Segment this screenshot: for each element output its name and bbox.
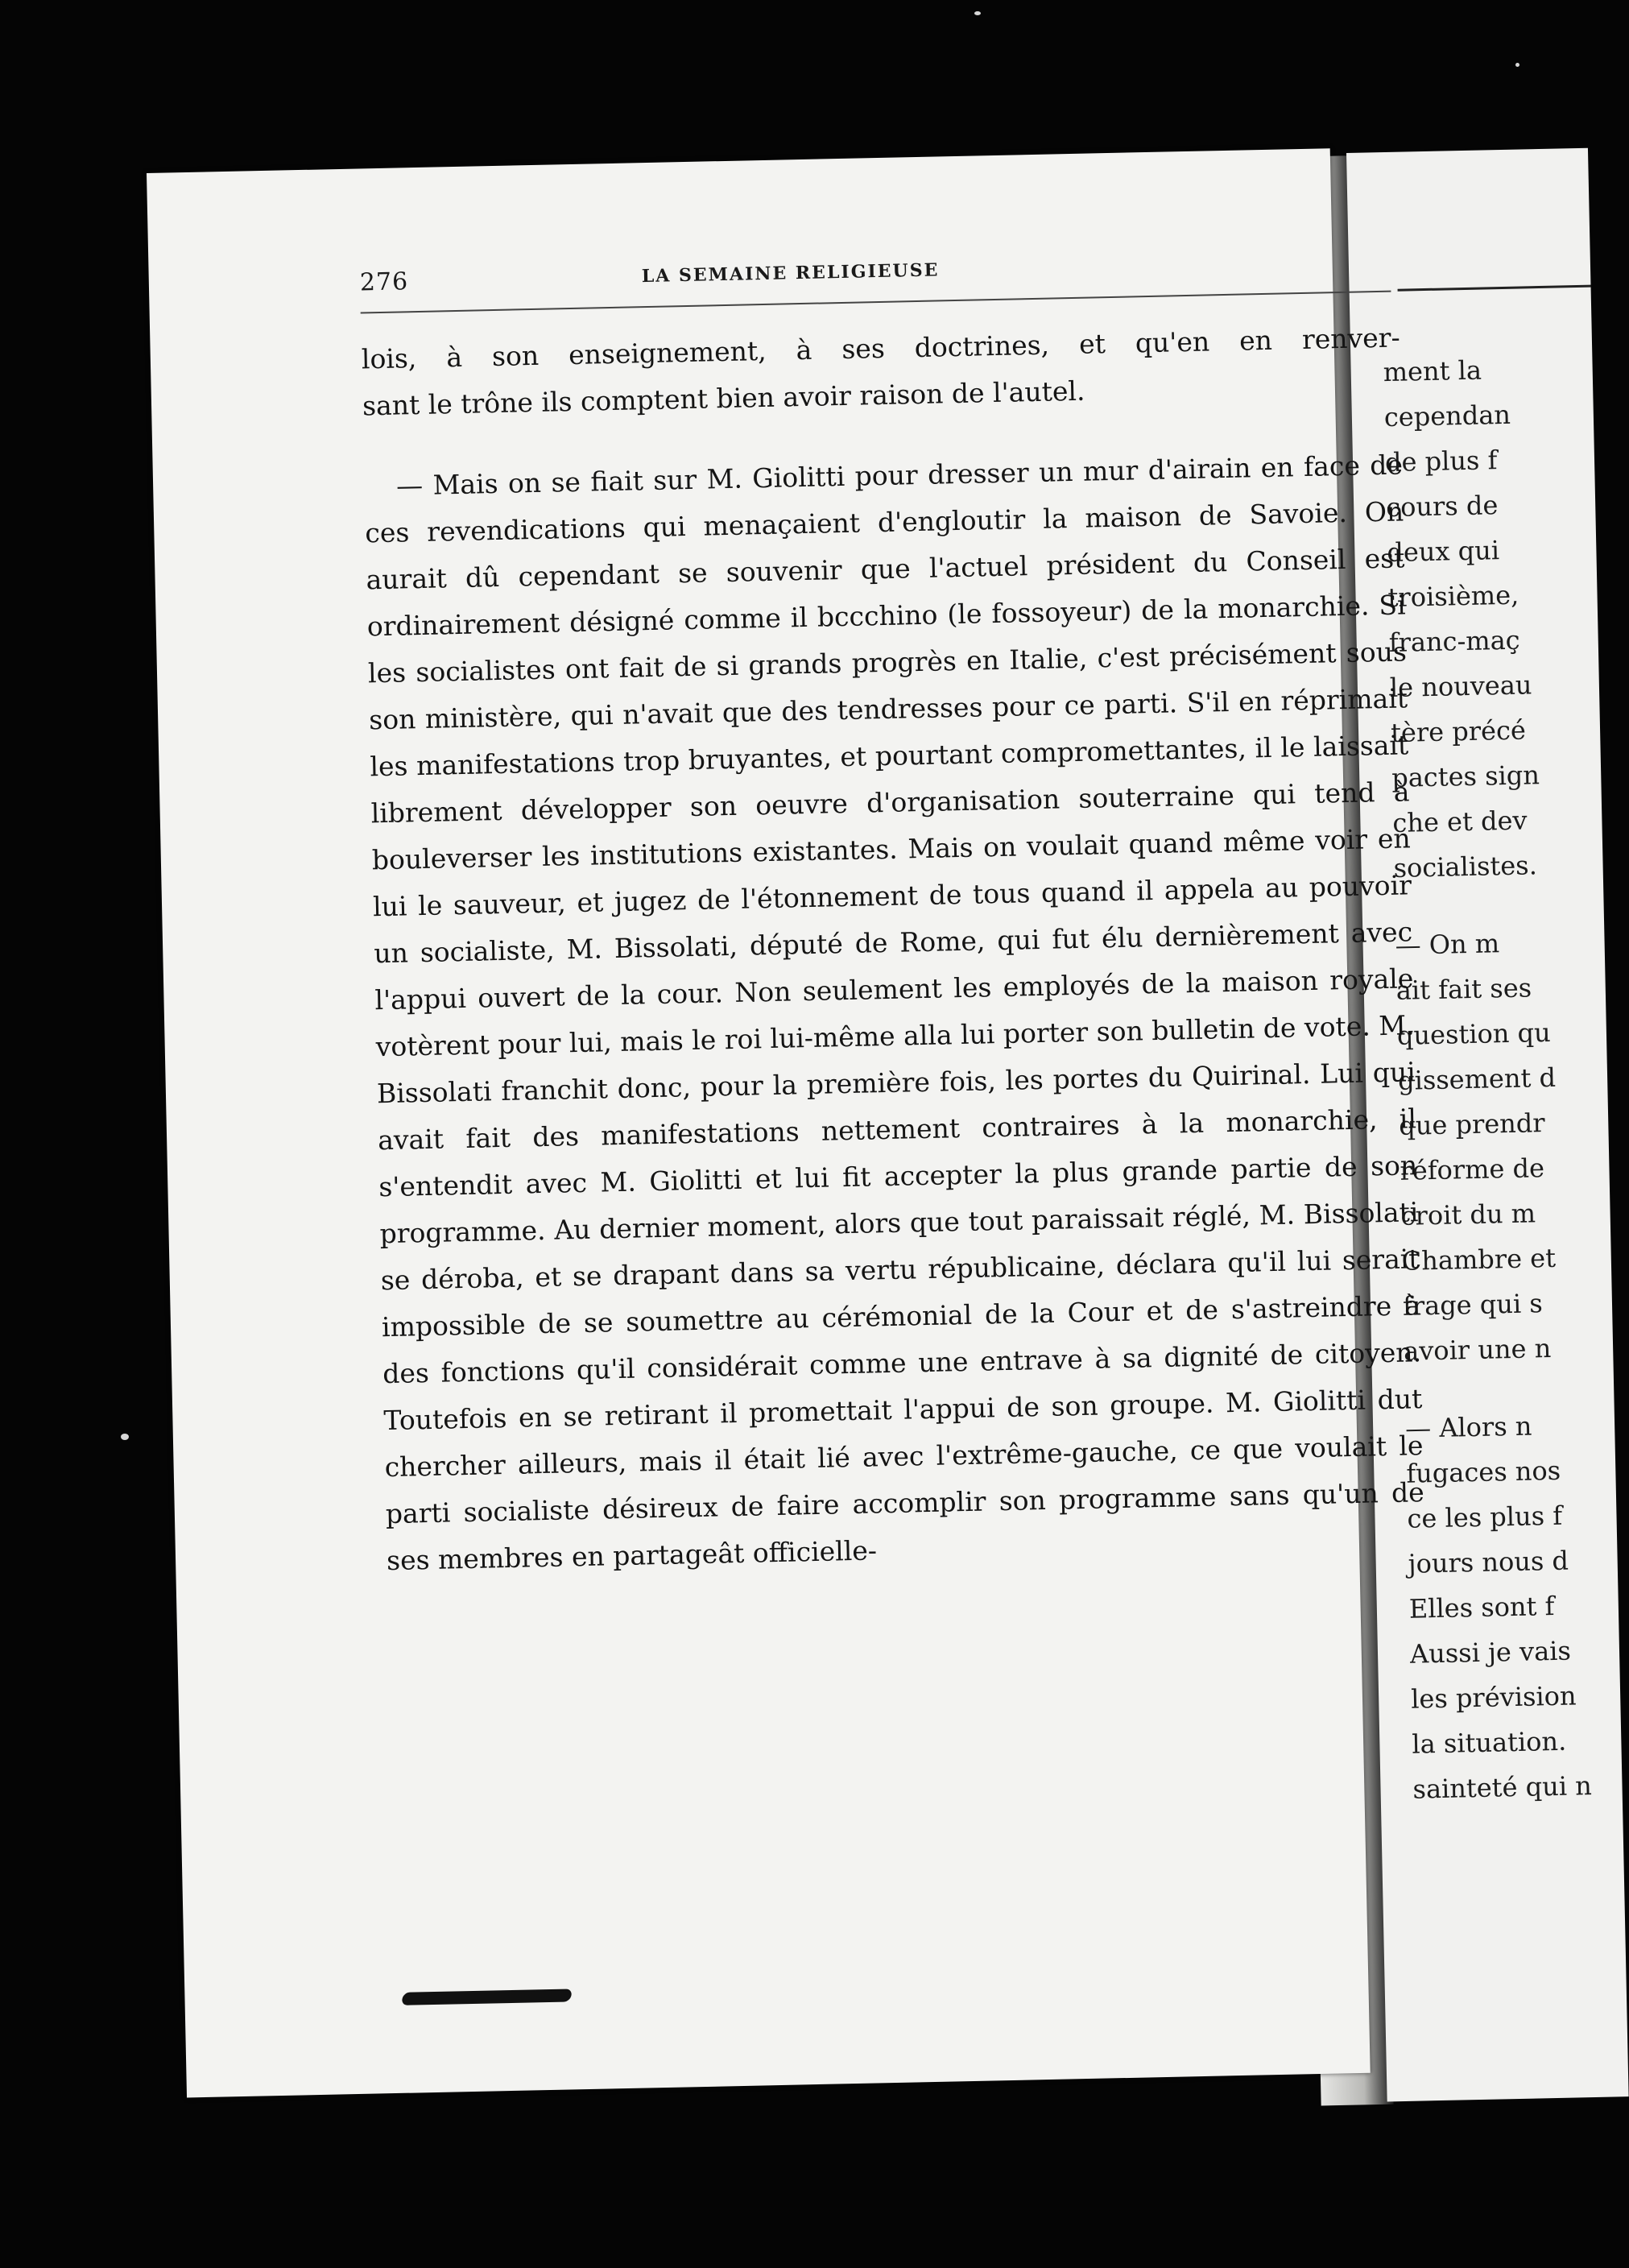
- facing-line: frage qui s: [1402, 1288, 1544, 1322]
- dust-speck: [121, 1434, 129, 1440]
- facing-line: question qu: [1396, 1016, 1552, 1051]
- facing-line: la situation.: [1411, 1725, 1567, 1760]
- facing-line: troisième,: [1387, 579, 1519, 614]
- facing-page-text: [1383, 346, 1623, 1812]
- body-text: [361, 314, 1425, 1584]
- facing-line: de plus f: [1384, 445, 1498, 478]
- paragraph-continued-line: lois, à son enseignement, à ses doctrines, et qu'en en renver-: [361, 321, 1401, 375]
- facing-line: che et dev: [1392, 805, 1528, 838]
- facing-line: Chambre et: [1401, 1242, 1557, 1277]
- paragraph-continued-line: sant le trône ils comptent bien avoir raison de l'autel.: [362, 375, 1085, 422]
- dust-speck: [974, 11, 981, 15]
- facing-line: réforme de: [1400, 1153, 1545, 1186]
- facing-line: le nouveau: [1389, 669, 1532, 704]
- facing-line: ce les plus f: [1407, 1500, 1563, 1534]
- facing-line: Aussi je vais: [1409, 1635, 1572, 1670]
- dust-speck: [1515, 63, 1519, 67]
- facing-line: socialistes.: [1393, 850, 1538, 884]
- facing-line: franc-maç: [1388, 624, 1521, 659]
- facing-line: deux qui: [1387, 535, 1500, 569]
- facing-line: — Alors n: [1404, 1410, 1532, 1444]
- facing-header-rule: [1398, 285, 1591, 292]
- facing-line: sainteté qui n: [1412, 1770, 1593, 1805]
- facing-line: avoir une n: [1403, 1333, 1552, 1367]
- paragraph: — Mais on se fiait sur M. Giolitti pour dresser un mur d'airain en face de ces revendications qui menaçaient d'engloutir la maison de Savoie. On aurait dû cependant se souvenir que l'actuel président du Conseil est ordinairement désigné comme il bccchino (le fossoyeur) de la monarchie. Si les socialistes ont fait de si grands progrès en Italie, c'est précisément sous son ministère, qui n'avait que des tendresses pour ce parti. S'il en réprimait les manifestations trop bruyantes, et pourtant compromettantes, il le laissait librement développer son oeuvre d'organisation souterraine qui tend à bouleverser les institutions existantes. Mais on voulait quand même voir en lui le sauveur, et jugez de l'étonnement de tous quand il appela au pouvoir un socialiste, M. Bissolati, député de Rome, qui fut élu dernièrement avec l'appui ouvert de la cour. Non seulement les employés de la maison royale votèrent pour lui, mais le roi lui-même alla lui porter son bulletin de vote. M. Bissolati franchit donc, pour la première fois, les portes du Quirinal. Lui qui avait fait des manifestations nettement contraires à la monarchie, il s'entendit avec M. Giolitti et lui fit accepter la plus grande partie de son programme. Au dernier moment, alors que tout paraissait réglé, M. Bissolati se déroba, et se drapant dans sa vertu républicaine, déclara qu'il lui serait impossible de se soumettre au cérémonial de la Cour et de s'astreindre à des fonctions qu'il considérait comme une entrave à sa dignité de citoyen. Toutefois en se retirant il promettait l'appui de son groupe. M. Giolitti dut chercher ailleurs, mais il était lié avec l'extrême-gauche, ce que voulait le parti socialiste désireux de faire accomplir son programme sans qu'un de ses membres en partageât officielle-: [365, 449, 1425, 1577]
- facing-line: pactes sign: [1391, 759, 1540, 793]
- facing-line: cependan: [1383, 399, 1511, 433]
- main-page: [147, 148, 1425, 2097]
- facing-line: Elles sont f: [1408, 1590, 1555, 1624]
- facing-line: cours de: [1385, 490, 1499, 524]
- facing-line: croit du m: [1400, 1198, 1536, 1231]
- page-number: 276: [359, 267, 409, 297]
- running-title: LA SEMAINE RELIGIEUSE: [641, 259, 940, 288]
- facing-line: ment la: [1383, 354, 1482, 388]
- facing-line: jours nous d: [1408, 1545, 1569, 1579]
- page-header: [359, 235, 1407, 305]
- ink-smudge: [401, 1989, 573, 2005]
- facing-line: gissement d: [1397, 1062, 1557, 1096]
- facing-line: tère précé: [1390, 714, 1527, 748]
- facing-line: que prendr: [1398, 1107, 1545, 1141]
- facing-line: fugaces nos: [1405, 1455, 1561, 1489]
- facing-line: les prévision: [1410, 1680, 1577, 1715]
- facing-line: — On m: [1395, 928, 1500, 961]
- facing-line: ait fait ses: [1395, 972, 1532, 1006]
